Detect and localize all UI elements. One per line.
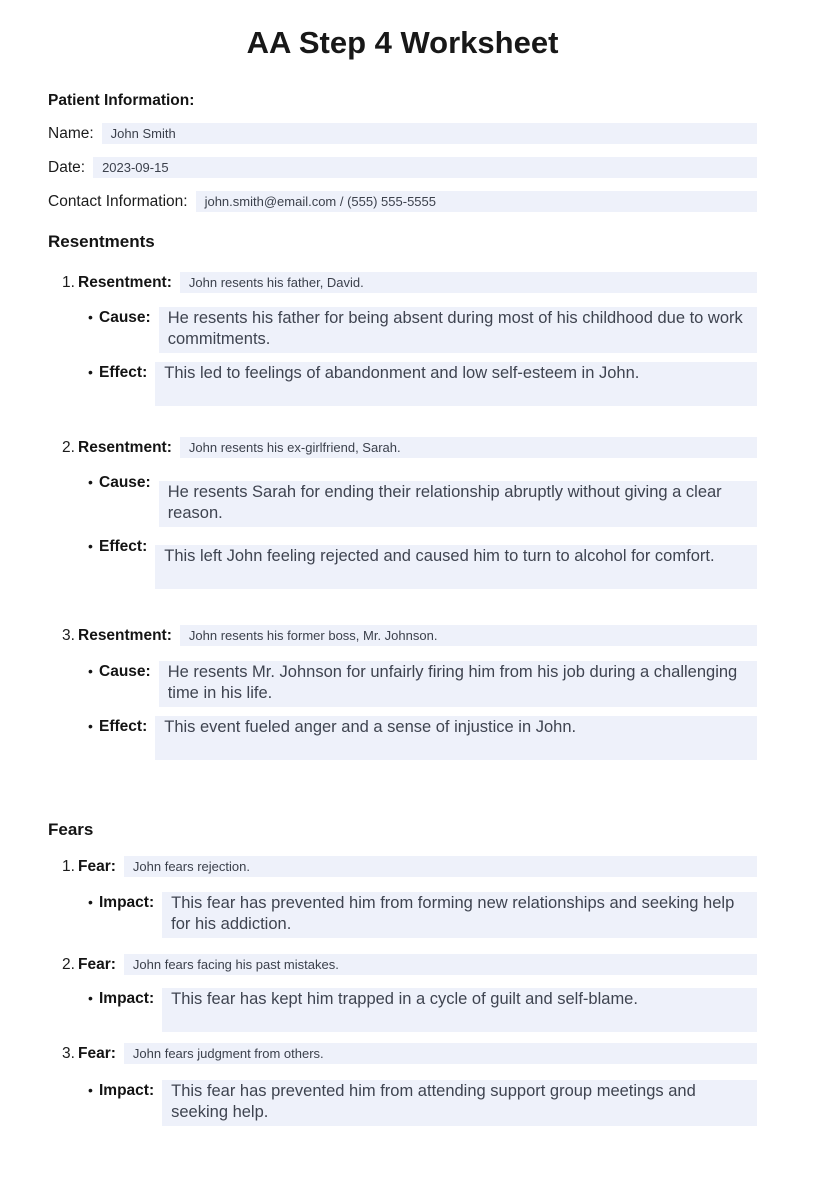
- bullet-marker: •: [88, 894, 93, 910]
- patient-info-heading: Patient Information:: [48, 92, 195, 109]
- item-number: 2.: [62, 955, 75, 973]
- cause-label: Cause:: [99, 663, 151, 680]
- resentment-2-cause-input[interactable]: He resents Sarah for ending their relationship abruptly without giving a clear reason.: [159, 481, 757, 527]
- fear-label: Fear:: [78, 1044, 116, 1062]
- resentment-item-1: [48, 272, 757, 293]
- fear-3-input[interactable]: John fears judgment from others.: [124, 1043, 757, 1064]
- resentment-3-input[interactable]: John resents his former boss, Mr. Johnson.: [180, 625, 757, 646]
- resentment-3-cause-input[interactable]: He resents Mr. Johnson for unfairly firing him from his job during a challenging time in his life.: [159, 661, 757, 707]
- fear-item-2: [48, 954, 757, 975]
- resentment-3-cause-row: [48, 661, 757, 707]
- contact-input[interactable]: john.smith@email.com / (555) 555-5555: [196, 191, 757, 212]
- name-input[interactable]: John Smith: [102, 123, 757, 144]
- contact-label: Contact Information:: [48, 192, 188, 210]
- item-number: 3.: [62, 1044, 75, 1062]
- effect-label: Effect:: [99, 538, 148, 555]
- fear-item-3: [48, 1043, 757, 1064]
- fear-3-impact-row: [48, 1080, 757, 1126]
- item-number: 3.: [62, 626, 75, 644]
- date-input[interactable]: 2023-09-15: [93, 157, 757, 178]
- worksheet-page: [0, 26, 824, 1200]
- effect-label: Effect:: [99, 364, 148, 381]
- resentment-label: Resentment:: [78, 438, 172, 456]
- resentment-3-effect-row: [48, 716, 757, 760]
- resentment-item-2: [48, 437, 757, 458]
- cause-label: Cause:: [99, 309, 151, 326]
- bullet-marker: •: [88, 1082, 93, 1098]
- fear-3-impact-input[interactable]: This fear has prevented him from attending support group meetings and seeking help.: [162, 1080, 757, 1126]
- contact-row: [48, 191, 757, 212]
- resentment-item-3: [48, 625, 757, 646]
- bullet-marker: •: [88, 538, 93, 554]
- bullet-marker: •: [88, 718, 93, 734]
- date-label: Date:: [48, 158, 86, 176]
- fear-1-input[interactable]: John fears rejection.: [124, 856, 757, 877]
- bullet-marker: •: [88, 663, 93, 679]
- date-row: [48, 157, 757, 178]
- fear-label: Fear:: [78, 857, 116, 875]
- resentment-2-effect-input[interactable]: This left John feeling rejected and caused him to turn to alcohol for comfort.: [155, 545, 757, 589]
- fears-heading: Fears: [48, 820, 94, 839]
- item-number: 1.: [62, 857, 75, 875]
- resentment-2-input[interactable]: John resents his ex-girlfriend, Sarah.: [180, 437, 757, 458]
- resentments-heading: Resentments: [48, 232, 155, 251]
- page-title: AA Step 4 Worksheet: [246, 25, 559, 60]
- fear-1-impact-row: [48, 892, 757, 938]
- name-label: Name:: [48, 124, 94, 142]
- impact-label: Impact:: [99, 894, 155, 911]
- resentment-2-effect-row: [48, 536, 757, 589]
- item-number: 1.: [62, 273, 75, 291]
- bullet-marker: •: [88, 364, 93, 380]
- resentment-3-effect-input[interactable]: This event fueled anger and a sense of injustice in John.: [155, 716, 757, 760]
- bullet-marker: •: [88, 990, 93, 1006]
- impact-label: Impact:: [99, 1082, 155, 1099]
- resentment-1-input[interactable]: John resents his father, David.: [180, 272, 757, 293]
- fear-label: Fear:: [78, 955, 116, 973]
- fear-2-input[interactable]: John fears facing his past mistakes.: [124, 954, 757, 975]
- fear-2-impact-row: [48, 988, 757, 1032]
- resentment-1-effect-row: [48, 362, 757, 406]
- fear-1-impact-input[interactable]: This fear has prevented him from forming new relationships and seeking help for his addiction.: [162, 892, 757, 938]
- effect-label: Effect:: [99, 718, 148, 735]
- item-number: 2.: [62, 438, 75, 456]
- fear-2-impact-input[interactable]: This fear has kept him trapped in a cycle of guilt and self-blame.: [162, 988, 757, 1032]
- resentment-2-cause-row: [48, 472, 757, 527]
- resentment-label: Resentment:: [78, 273, 172, 291]
- impact-label: Impact:: [99, 990, 155, 1007]
- fear-item-1: [48, 856, 757, 877]
- bullet-marker: •: [88, 309, 93, 325]
- name-row: [48, 123, 757, 144]
- cause-label: Cause:: [99, 474, 151, 491]
- resentment-1-cause-row: [48, 307, 757, 353]
- resentment-1-effect-input[interactable]: This led to feelings of abandonment and low self-esteem in John.: [155, 362, 757, 406]
- resentment-label: Resentment:: [78, 626, 172, 644]
- bullet-marker: •: [88, 474, 93, 490]
- resentment-1-cause-input[interactable]: He resents his father for being absent during most of his childhood due to work commitments.: [159, 307, 757, 353]
